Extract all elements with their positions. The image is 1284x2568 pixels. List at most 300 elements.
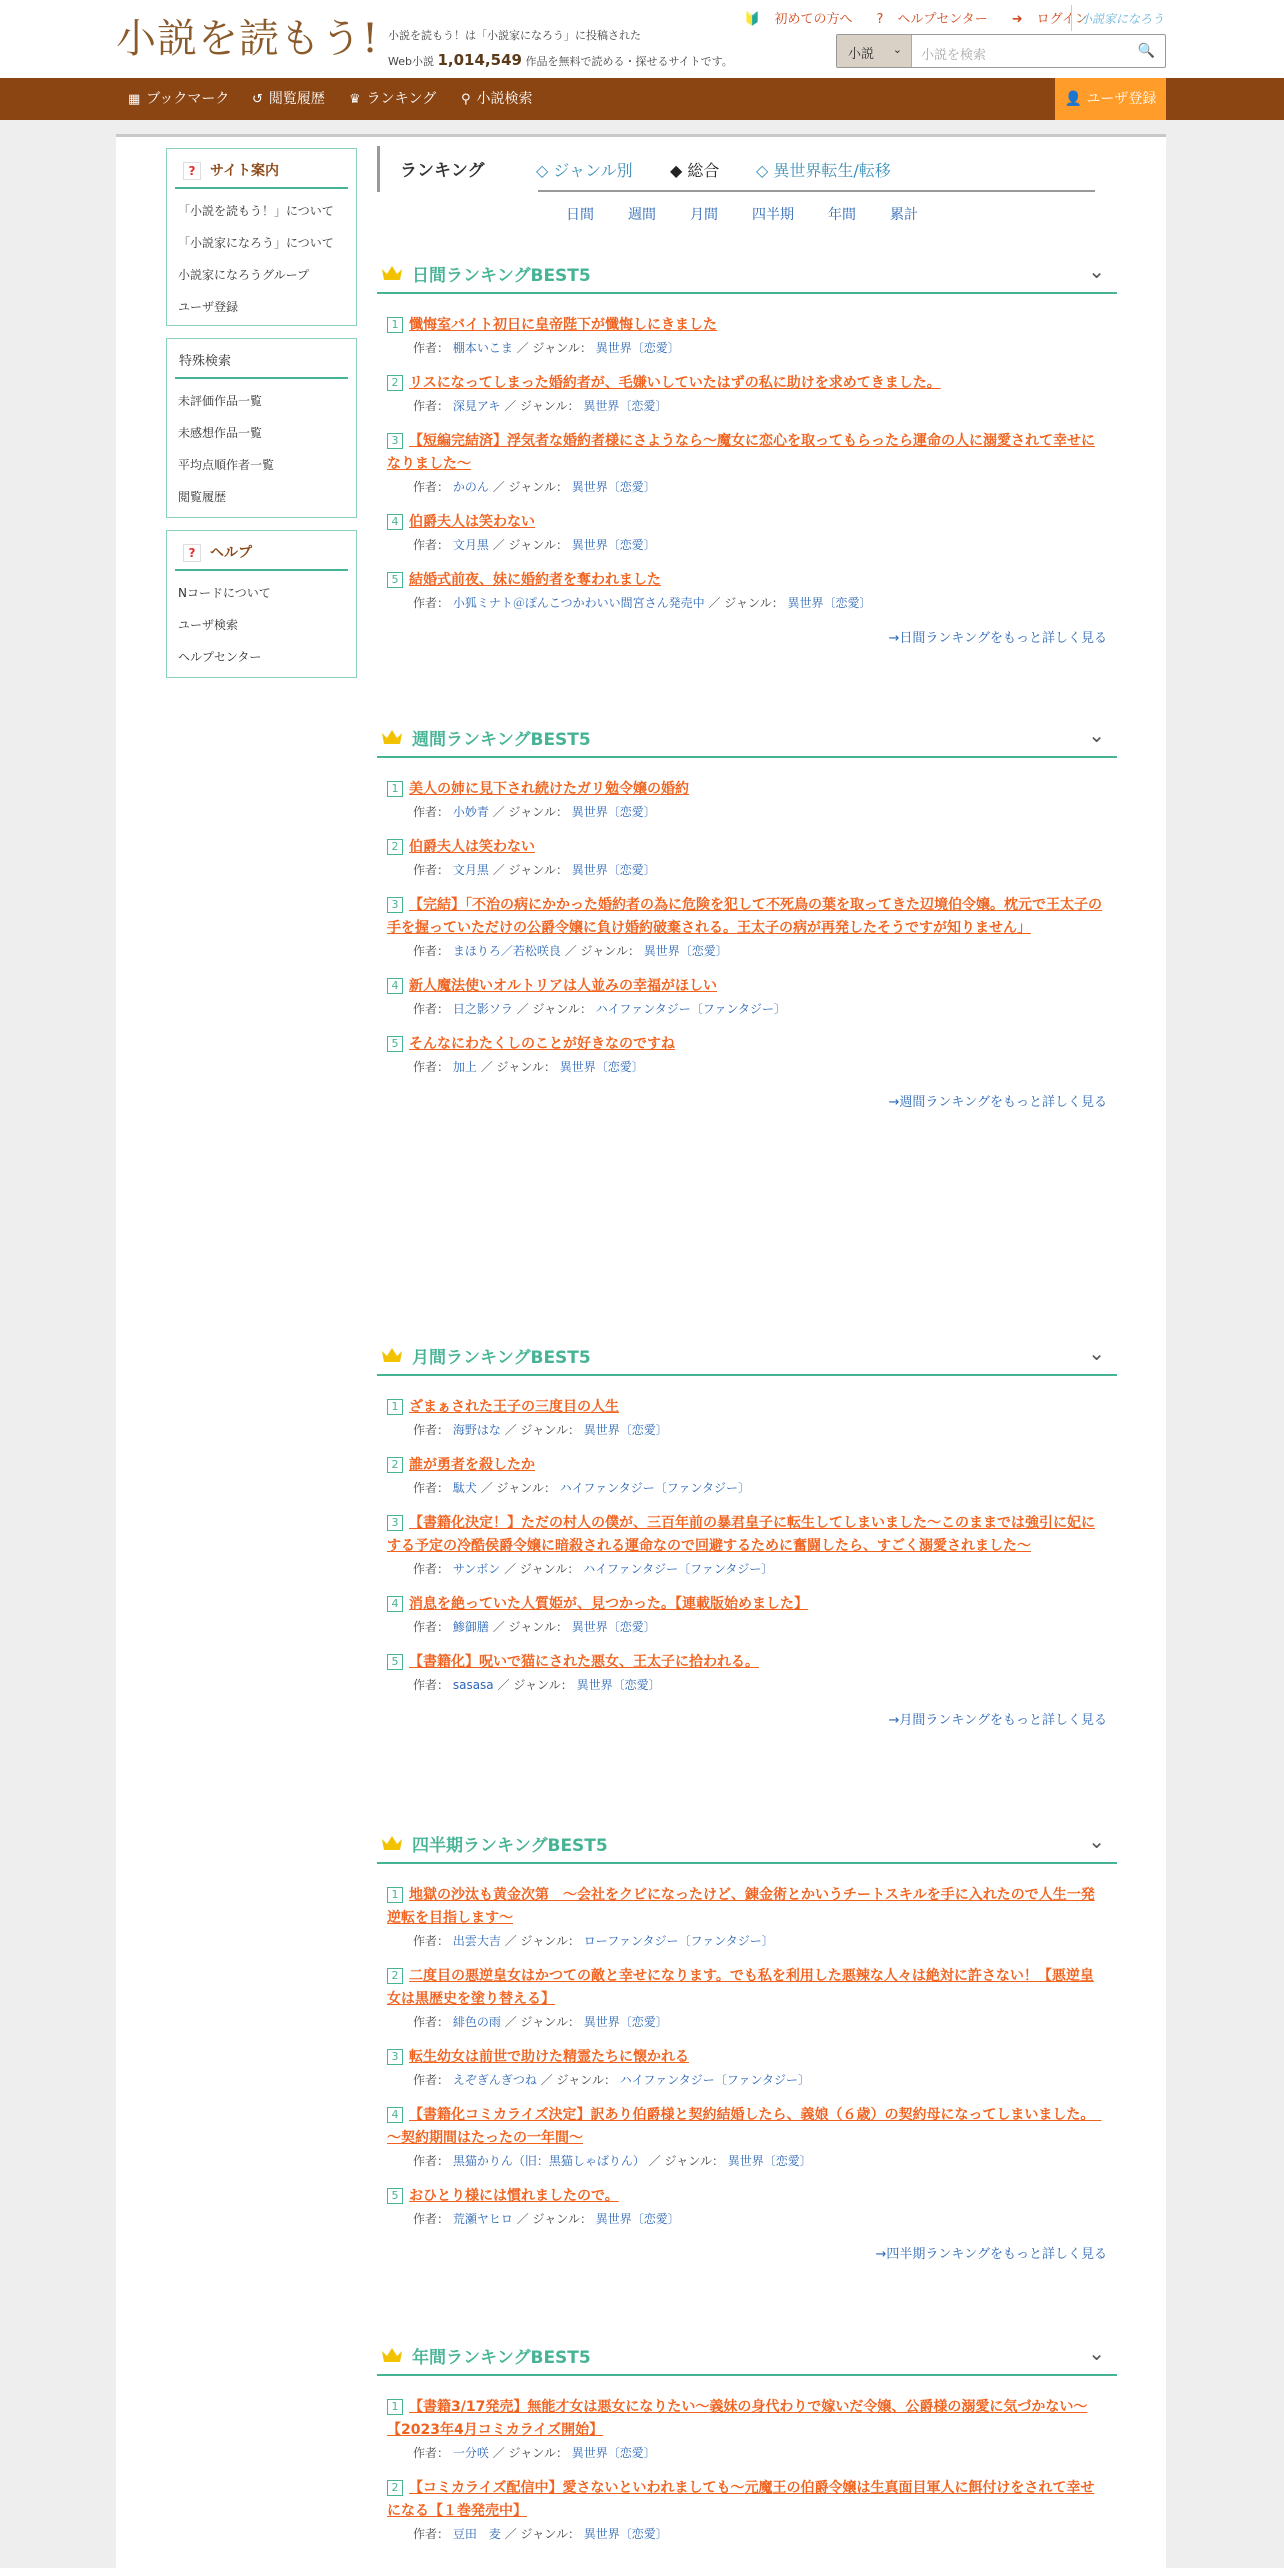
period-weekly[interactable]: 週間 — [628, 207, 656, 223]
genre-link[interactable]: ハイファンタジー〔ファンタジー〕 — [619, 2073, 810, 2087]
sidebar-item[interactable]: ヘルプセンター — [178, 650, 262, 664]
author-link[interactable]: まほりろ／若松咲良 — [452, 944, 561, 958]
section-title: 年間ランキングBEST5 — [412, 2348, 591, 2368]
chevron-down-icon: ⌄ — [892, 43, 902, 56]
section-header[interactable] — [377, 2336, 1117, 2376]
ranking-entry — [387, 2046, 1107, 2088]
ranking-title: ランキング — [400, 161, 485, 181]
novel-title: そんなにわたくしのことが好きなのですね — [409, 1036, 675, 1052]
crown-icon — [381, 2347, 403, 2363]
novel-title: 【書籍化決定！】ただの村人の僕が、三百年前の暴君皇子に転生してしまいました～このままでは強引に妃にする予定の冷酷侯爵令嬢に暗殺される運命なので回避するために奮闘したら、すごく溺愛されました～ — [387, 1515, 1095, 1554]
novel-title-link[interactable] — [387, 778, 1107, 801]
author-label: 作者： — [413, 805, 450, 819]
nav-search-label: 小説検索 — [476, 91, 533, 107]
novel-title: 【完結】「不治の病にかかった婚約者の為に危険を犯して不死鳥の葉を取ってきた辺境伯令嬢。枕元で王太子の手を握っていただけの公爵令嬢に負け婚約破棄される。王太子の病が再発したそうですが知りません」 — [387, 897, 1102, 936]
genre-label: ／ ジャンル： — [504, 1562, 580, 1576]
genre-label: ／ ジャンル： — [516, 341, 592, 355]
sidebar-item[interactable]: 閲覧履歴 — [178, 490, 227, 504]
novel-title-link[interactable] — [387, 1965, 1107, 2011]
top-links — [720, 8, 1088, 27]
genre-link[interactable]: 異世界〔恋愛〕 — [559, 1060, 644, 1074]
novel-title: 【書籍3/17発売】無能才女は悪女になりたい～義妹の身代わりで嫁いだ令嬢、公爵様の溺愛に気づかない～【2023年4月コミカライズ開始】 — [387, 2399, 1088, 2438]
author-link[interactable]: 加上 — [452, 1060, 477, 1074]
user-icon: 👤 — [1064, 91, 1082, 107]
rank-badge: 2 — [387, 1457, 403, 1473]
chevron-down-icon[interactable]: ⌄ — [1088, 1829, 1105, 1853]
entry-meta — [387, 861, 1107, 878]
author-link[interactable]: 豆田 麦 — [452, 2527, 501, 2541]
novel-title-link[interactable] — [387, 894, 1107, 940]
sidebar-help — [166, 530, 357, 678]
entry-meta — [387, 803, 1107, 820]
genre-label: ／ ジャンル： — [504, 2015, 580, 2029]
novel-title: 誰が勇者を殺したか — [409, 1457, 535, 1473]
author-label: 作者： — [413, 1423, 450, 1437]
more-link[interactable]: →四半期ランキングをもっと詳しく見る — [875, 2247, 1107, 2262]
search-icon[interactable]: 🔍 — [1137, 43, 1155, 59]
rank-badge: 2 — [387, 375, 403, 391]
novel-title-link[interactable] — [387, 1884, 1107, 1930]
ranking-entry — [387, 569, 1107, 611]
question-icon: ? — [183, 544, 201, 562]
author-link[interactable]: 棚本いこま — [452, 341, 513, 355]
ranking-section-monthly — [377, 1336, 1117, 1728]
entry-meta — [387, 1932, 1107, 1949]
sidebar-special-search — [166, 338, 357, 518]
site-tagline — [388, 24, 733, 74]
author-link[interactable]: 一分咲 — [452, 2446, 489, 2460]
period-monthly[interactable]: 月間 — [690, 207, 718, 223]
help-heading — [175, 531, 348, 571]
author-label: 作者： — [413, 2212, 450, 2226]
author-link[interactable]: 出雲大吉 — [452, 1934, 501, 1948]
period-yearly[interactable]: 年間 — [828, 207, 856, 223]
genre-link[interactable]: ローファンタジー〔ファンタジー〕 — [583, 1934, 774, 1948]
beginner-icon: 🔰 — [744, 12, 761, 27]
rank-badge: 1 — [387, 317, 403, 333]
ranking-entry — [387, 1512, 1107, 1577]
tab-underline — [538, 190, 1095, 192]
site-header — [0, 0, 1284, 78]
period-cumulative[interactable]: 累計 — [890, 207, 918, 223]
author-label: 作者： — [413, 2073, 450, 2087]
novel-title: 地獄の沙汰も黄金次第 ～会社をクビになったけど、錬金術とかいうチートスキルを手に入れたので人生一発逆転を目指します～ — [387, 1887, 1095, 1926]
novel-title-link[interactable] — [387, 1396, 1107, 1419]
entry-list — [377, 2376, 1117, 2542]
author-link[interactable]: 深見アキ — [452, 399, 501, 413]
ranking-entry — [387, 1593, 1107, 1635]
rank-badge: 5 — [387, 572, 403, 588]
entry-meta — [387, 2152, 1107, 2169]
section-header[interactable] — [377, 1336, 1117, 1376]
author-link[interactable]: sasasa — [452, 1678, 494, 1692]
genre-link[interactable]: 異世界〔恋愛〕 — [571, 538, 656, 552]
novel-title: リスになってしまった婚約者が、毛嫌いしていたはずの私に助けを求めてきました。 — [409, 375, 941, 391]
novel-title: おひとり様には慣れましたので。 — [409, 2188, 619, 2204]
more-link[interactable]: →月間ランキングをもっと詳しく見る — [888, 1713, 1107, 1728]
ranking-entry — [387, 1651, 1107, 1693]
section-header[interactable] — [377, 1824, 1117, 1864]
user-register-label: ユーザ登録 — [1086, 91, 1157, 107]
novel-title: 【書籍化コミカライズ決定】訳あり伯爵様と契約結婚したら、義娘（６歳）の契約母になってしまいました。 ～契約期間はたったの一年間～ — [387, 2107, 1102, 2146]
author-link[interactable]: サンボン — [452, 1562, 501, 1576]
novel-title: 伯爵夫人は笑わない — [409, 514, 535, 530]
author-link[interactable]: 黒猫かりん（旧：黒猫しゃばりん） — [452, 2154, 645, 2168]
novel-title: 新人魔法使いオルトリアは人並みの幸福がほしい — [409, 978, 717, 994]
tab-overall[interactable]: ◆ 総合 — [670, 161, 720, 180]
ranking-entry — [387, 2104, 1107, 2169]
entry-meta — [387, 942, 1107, 959]
novel-title: 消息を絶っていた人質姫が、見つかった。【連載版始めました】 — [409, 1596, 808, 1612]
sidebar-item[interactable]: 小説家になろうグループ — [178, 268, 310, 282]
novel-title: 【短編完結済】浮気者な婚約者様にさようなら～魔女に恋心を取ってもらったら運命の人に溺愛されて幸せになりました～ — [387, 433, 1095, 472]
ranking-entry — [387, 2396, 1107, 2461]
novel-title-link[interactable] — [387, 2046, 1107, 2069]
section-header[interactable] — [377, 718, 1117, 758]
author-label: 作者： — [413, 538, 450, 552]
genre-link[interactable]: ハイファンタジー〔ファンタジー〕 — [583, 1562, 774, 1576]
author-label: 作者： — [413, 2154, 450, 2168]
sidebar-item[interactable]: 平均点順作者一覧 — [178, 458, 275, 472]
novel-title-link[interactable] — [387, 430, 1107, 476]
genre-label: ／ ジャンル： — [492, 805, 568, 819]
rank-badge: 4 — [387, 514, 403, 530]
novel-title-link[interactable] — [387, 975, 1107, 998]
author-label: 作者： — [413, 341, 450, 355]
entry-meta — [387, 1479, 1107, 1496]
rank-badge: 1 — [387, 1887, 403, 1903]
genre-label: ／ ジャンル： — [492, 538, 568, 552]
novel-title: 【書籍化】呪いで猫にされた悪女、王太子に拾われる。 — [409, 1654, 759, 1670]
genre-link[interactable]: 異世界〔恋愛〕 — [643, 944, 728, 958]
ranking-entry — [387, 894, 1107, 959]
section-header[interactable] — [377, 254, 1117, 294]
ranking-entry — [387, 314, 1107, 356]
genre-label: ／ ジャンル： — [492, 480, 568, 494]
first-time-link[interactable] — [732, 12, 852, 27]
genre-label: ／ ジャンル： — [516, 2212, 592, 2226]
genre-link[interactable]: 異世界〔恋愛〕 — [571, 863, 656, 877]
genre-label: ／ ジャンル： — [497, 1678, 573, 1692]
narou-partner-logo[interactable]: 小説家になろう — [1071, 5, 1166, 31]
tab-isekai[interactable]: ◇ 異世界転生/転移 — [756, 161, 891, 180]
crown-icon — [381, 729, 403, 745]
rank-badge: 3 — [387, 433, 403, 449]
genre-label: ／ ジャンル： — [540, 2073, 616, 2087]
chevron-down-icon[interactable]: ⌄ — [1088, 259, 1105, 283]
nav-history-label: 閲覧履歴 — [268, 91, 325, 107]
rank-badge: 3 — [387, 897, 403, 913]
genre-link[interactable]: 異世界〔恋愛〕 — [595, 2212, 680, 2226]
entry-meta — [387, 1618, 1107, 1635]
author-label: 作者： — [413, 596, 450, 610]
author-link[interactable]: 文月黒 — [452, 863, 489, 877]
genre-label: ／ ジャンル： — [564, 944, 640, 958]
rank-badge: 4 — [387, 1596, 403, 1612]
entry-meta — [387, 536, 1107, 553]
author-link[interactable]: 小狐ミナト＠ぽんこつかわいい間宮さん発売中 — [452, 596, 705, 610]
chevron-down-icon[interactable]: ⌄ — [1088, 1341, 1105, 1365]
novel-title: 結婚式前夜、妹に婚約者を奪われました — [409, 572, 661, 588]
rank-badge: 5 — [387, 2188, 403, 2204]
login-icon: ➜ — [1011, 12, 1023, 27]
genre-label: ／ ジャンル： — [504, 2527, 580, 2541]
novel-title-link[interactable] — [387, 1512, 1107, 1558]
nav-bookmark[interactable] — [128, 78, 229, 120]
period-quarterly[interactable]: 四半期 — [752, 207, 794, 223]
novel-title: 美人の姉に見下され続けたガリ勉令嬢の婚約 — [409, 781, 689, 797]
search-type-select[interactable] — [837, 35, 912, 67]
user-register-button[interactable] — [1055, 78, 1166, 120]
author-label: 作者： — [413, 1934, 450, 1948]
site-guide-title: サイト案内 — [210, 163, 280, 179]
ranking-section-weekly — [377, 718, 1117, 1110]
author-label: 作者： — [413, 1678, 450, 1692]
genre-link[interactable]: ハイファンタジー〔ファンタジー〕 — [559, 1481, 750, 1495]
entry-list — [377, 758, 1117, 1075]
genre-label: ／ ジャンル： — [516, 1002, 592, 1016]
entry-meta — [387, 594, 1107, 611]
genre-link[interactable]: 異世界〔恋愛〕 — [583, 399, 668, 413]
rank-badge: 1 — [387, 2399, 403, 2415]
genre-link[interactable]: 異世界〔恋愛〕 — [583, 1423, 668, 1437]
novel-title-link[interactable] — [387, 372, 1107, 395]
genre-link[interactable]: 異世界〔恋愛〕 — [787, 596, 872, 610]
entry-list — [377, 1864, 1117, 2227]
search-type-value: 小説 — [848, 47, 875, 62]
rank-badge: 5 — [387, 1036, 403, 1052]
author-link[interactable]: 荒瀬ヤヒロ — [452, 2212, 513, 2226]
rank-badge: 4 — [387, 2107, 403, 2123]
rank-badge: 5 — [387, 1654, 403, 1670]
tab-genre[interactable]: ◇ ジャンル別 — [536, 161, 633, 180]
author-label: 作者： — [413, 2015, 450, 2029]
ranking-entry — [387, 430, 1107, 495]
author-label: 作者： — [413, 1060, 450, 1074]
sidebar-item[interactable]: 未評価作品一覧 — [178, 394, 263, 408]
novel-title-link[interactable] — [387, 2104, 1107, 2150]
ranking-section-quarterly — [377, 1824, 1117, 2262]
author-link[interactable]: 文月黒 — [452, 538, 489, 552]
ranking-entry — [387, 2185, 1107, 2227]
sidebar-item[interactable]: 「小説を読もう！」について — [178, 204, 334, 218]
rank-badge: 2 — [387, 1968, 403, 1984]
ranking-entry — [387, 1965, 1107, 2030]
author-link[interactable]: 緋色の雨 — [452, 2015, 501, 2029]
author-link[interactable]: 小妙青 — [452, 805, 489, 819]
novel-title-link[interactable] — [387, 2185, 1107, 2208]
novel-title-link[interactable] — [387, 1454, 1107, 1477]
rank-badge: 4 — [387, 978, 403, 994]
author-label: 作者： — [413, 1481, 450, 1495]
history-icon: ↺ — [252, 92, 263, 107]
genre-label: ／ ジャンル： — [648, 2154, 724, 2168]
author-link[interactable]: 海野はな — [452, 1423, 501, 1437]
genre-link[interactable]: 異世界〔恋愛〕 — [571, 480, 656, 494]
question-icon: ? — [876, 12, 884, 27]
novel-title: 懺悔室バイト初日に皇帝陛下が懺悔しにきました — [409, 317, 717, 333]
rank-badge: 1 — [387, 1399, 403, 1415]
ranking-entry — [387, 511, 1107, 553]
help-center-label: ヘルプセンター — [897, 12, 988, 27]
ranking-entry — [387, 975, 1107, 1017]
sidebar-site-guide — [166, 148, 357, 326]
entry-list — [377, 1376, 1117, 1693]
help-title: ヘルプ — [210, 545, 252, 561]
chevron-down-icon[interactable]: ⌄ — [1088, 723, 1105, 747]
sidebar-item[interactable]: Nコードについて — [178, 586, 271, 600]
site-guide-heading — [175, 149, 348, 189]
section-title: 四半期ランキングBEST5 — [412, 1836, 608, 1856]
genre-label: ／ ジャンル： — [492, 2446, 568, 2460]
ranking-entry — [387, 1033, 1107, 1075]
ranking-section-yearly — [377, 2336, 1117, 2558]
genre-label: ／ ジャンル： — [504, 399, 580, 413]
author-label: 作者： — [413, 1002, 450, 1016]
chevron-down-icon[interactable]: ⌄ — [1088, 2341, 1105, 2365]
author-label: 作者： — [413, 399, 450, 413]
entry-meta — [387, 1421, 1107, 1438]
special-search-heading: 特殊検索 — [175, 339, 348, 379]
novel-title-link[interactable] — [387, 2396, 1107, 2442]
nav-history[interactable] — [252, 78, 325, 120]
ranking-entry — [387, 1884, 1107, 1949]
rank-badge: 3 — [387, 2049, 403, 2065]
novel-title: 二度目の悪逆皇女はかつての敵と幸せになります。でも私を利用した悪辣な人々は絶対に許さない！【悪逆皇女は黒歴史を塗り替える】 — [387, 1968, 1094, 2007]
entry-meta — [387, 1000, 1107, 1017]
nav-ranking[interactable] — [349, 78, 436, 120]
ranking-entry — [387, 2477, 1107, 2542]
genre-link[interactable]: 異世界〔恋愛〕 — [595, 341, 680, 355]
genre-label: ／ ジャンル： — [480, 1060, 556, 1074]
ranking-entry — [387, 372, 1107, 414]
entry-meta — [387, 339, 1107, 356]
sidebar-item[interactable]: ユーザ登録 — [178, 300, 239, 314]
author-link[interactable]: 鯵御膳 — [452, 1620, 489, 1634]
author-label: 作者： — [413, 2446, 450, 2460]
novel-title-link[interactable] — [387, 836, 1107, 859]
search-box — [836, 34, 1166, 68]
section-title: 月間ランキングBEST5 — [412, 1348, 591, 1368]
entry-meta — [387, 2210, 1107, 2227]
ranking-tabs — [377, 146, 1092, 192]
crown-icon: ♛ — [349, 92, 361, 107]
entry-meta — [387, 1560, 1107, 1577]
bookmark-icon: ▦ — [128, 92, 141, 107]
genre-label: ／ ジャンル： — [492, 1620, 568, 1634]
novel-title-link[interactable] — [387, 314, 1107, 337]
novel-title: 転生幼女は前世で助けた精霊たちに懐かれる — [409, 2049, 689, 2065]
tagline-line1: 小説を読もう！は「小説家になろう」に投稿された — [388, 29, 641, 42]
genre-link[interactable]: 異世界〔恋愛〕 — [727, 2154, 812, 2168]
novel-title-link[interactable] — [387, 1033, 1107, 1056]
author-label: 作者： — [413, 863, 450, 877]
help-center-link[interactable] — [864, 12, 987, 27]
login-label: ログイン — [1036, 12, 1088, 27]
novel-title: 伯爵夫人は笑わない — [409, 839, 535, 855]
genre-label: ／ ジャンル： — [708, 596, 784, 610]
crown-icon — [381, 1835, 403, 1851]
section-title: 週間ランキングBEST5 — [412, 730, 591, 750]
entry-meta — [387, 397, 1107, 414]
novel-title-link[interactable] — [387, 2477, 1107, 2523]
entry-meta — [387, 2444, 1107, 2461]
genre-link[interactable]: 異世界〔恋愛〕 — [571, 805, 656, 819]
genre-label: ／ ジャンル： — [492, 863, 568, 877]
entry-meta — [387, 2525, 1107, 2542]
genre-link[interactable]: 異世界〔恋愛〕 — [583, 2015, 668, 2029]
sidebar-item[interactable]: 未感想作品一覧 — [178, 426, 263, 440]
crown-icon — [381, 1347, 403, 1363]
ranking-entry — [387, 1396, 1107, 1438]
novel-title: ざまぁされた王子の三度目の人生 — [409, 1399, 619, 1415]
period-daily[interactable]: 日間 — [566, 207, 594, 223]
work-count: 1,014,549 — [437, 51, 522, 69]
genre-link[interactable]: 異世界〔恋愛〕 — [571, 1620, 656, 1634]
tagline-suffix: 作品を無料で読める・探せるサイトです。 — [525, 55, 733, 68]
ranking-entry — [387, 836, 1107, 878]
sidebar-item[interactable]: 「小説家になろう」について — [178, 236, 334, 250]
first-time-label: 初めての方へ — [774, 12, 853, 27]
search-input[interactable]: 小説を検索 — [921, 48, 987, 63]
entry-meta — [387, 2071, 1107, 2088]
author-label: 作者： — [413, 2527, 450, 2541]
novel-title-link[interactable] — [387, 569, 1107, 592]
tagline-line2 — [388, 48, 733, 74]
novel-title-link[interactable] — [387, 1651, 1107, 1674]
novel-title: 【コミカライズ配信中】愛さないといわれましても～元魔王の伯爵令嬢は生真面目軍人に餌付けをされて幸せになる【１巻発売中】 — [387, 2480, 1095, 2519]
rank-badge: 3 — [387, 1515, 403, 1531]
site-logo[interactable]: 小説を読もう! — [116, 16, 380, 62]
nav-search[interactable] — [461, 78, 533, 120]
author-link[interactable]: 駄犬 — [452, 1481, 477, 1495]
author-label: 作者： — [413, 944, 450, 958]
sidebar-item[interactable]: ユーザ検索 — [178, 618, 239, 632]
rank-badge: 2 — [387, 2480, 403, 2496]
genre-label: ／ ジャンル： — [480, 1481, 556, 1495]
ranking-section-daily — [377, 254, 1117, 646]
author-link[interactable]: えぞぎんぎつね — [452, 2073, 537, 2087]
entry-meta — [387, 1058, 1107, 1075]
rank-badge: 2 — [387, 839, 403, 855]
tagline-prefix: Web小説 — [388, 55, 434, 68]
genre-label: ／ ジャンル： — [504, 1423, 580, 1437]
author-link[interactable]: かのん — [452, 480, 489, 494]
crown-icon — [381, 265, 403, 281]
genre-link[interactable]: 異世界〔恋愛〕 — [583, 2527, 668, 2541]
author-link[interactable]: 日之影ソラ — [452, 1002, 513, 1016]
author-label: 作者： — [413, 480, 450, 494]
ranking-entry — [387, 778, 1107, 820]
question-icon: ? — [183, 162, 201, 180]
author-label: 作者： — [413, 1620, 450, 1634]
ranking-entry — [387, 1454, 1107, 1496]
genre-link[interactable]: 異世界〔恋愛〕 — [576, 1678, 661, 1692]
novel-title-link[interactable] — [387, 1593, 1107, 1616]
entry-meta — [387, 2013, 1107, 2030]
more-link[interactable]: →週間ランキングをもっと詳しく見る — [888, 1095, 1107, 1110]
genre-label: ／ ジャンル： — [504, 1934, 580, 1948]
entry-meta — [387, 1676, 1107, 1693]
nav-ranking-label: ランキング — [366, 91, 437, 107]
genre-link[interactable]: ハイファンタジー〔ファンタジー〕 — [595, 1002, 786, 1016]
rank-badge: 1 — [387, 781, 403, 797]
genre-link[interactable]: 異世界〔恋愛〕 — [571, 2446, 656, 2460]
novel-title-link[interactable] — [387, 511, 1107, 534]
nav-bookmark-label: ブックマーク — [146, 91, 230, 107]
author-label: 作者： — [413, 1562, 450, 1576]
more-link[interactable]: →日間ランキングをもっと詳しく見る — [888, 631, 1107, 646]
